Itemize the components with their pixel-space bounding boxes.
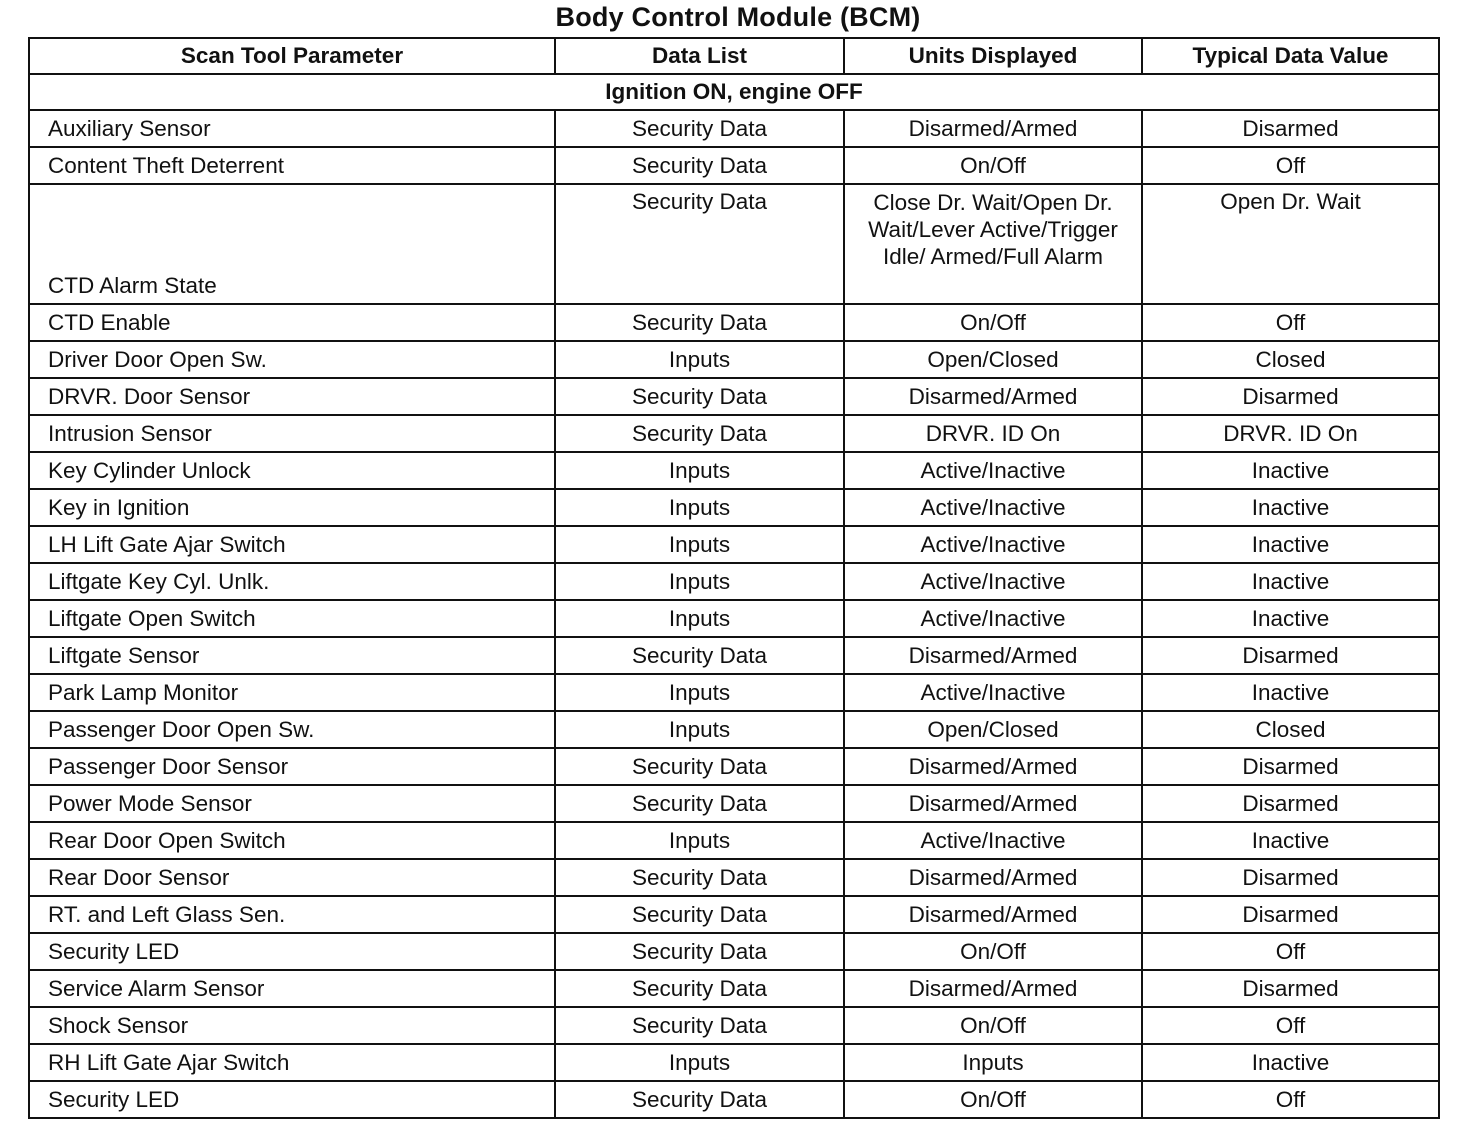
cell-typical-value-text: Inactive (1251, 531, 1330, 557)
cell-data-list (555, 1007, 844, 1044)
cell-parameter-text: RT. and Left Glass Sen. (48, 901, 286, 927)
cell-typical-value (1142, 637, 1439, 674)
cell-data-list (555, 674, 844, 711)
cell-parameter (29, 378, 555, 415)
cell-parameter (29, 674, 555, 711)
cell-typical-value-text: Inactive (1251, 457, 1330, 483)
cell-units-displayed (844, 304, 1142, 341)
cell-typical-value (1142, 674, 1439, 711)
cell-data-list (555, 304, 844, 341)
cell-data-list (555, 415, 844, 452)
cell-typical-value (1142, 933, 1439, 970)
cell-data-list (555, 341, 844, 378)
table-row (29, 970, 1439, 1007)
cell-units-displayed-text: Active/Inactive (920, 568, 1066, 594)
cell-units-displayed-text: On/Off (960, 1086, 1026, 1112)
cell-units-displayed-text: DRVR. ID On (925, 420, 1061, 446)
cell-data-list-text: Inputs (668, 716, 731, 742)
cell-data-list (555, 563, 844, 600)
cell-units-displayed (844, 1081, 1142, 1118)
cell-parameter-text: Content Theft Deterrent (48, 152, 284, 178)
cell-parameter (29, 526, 555, 563)
cell-units-displayed (844, 859, 1142, 896)
cell-units-displayed (844, 637, 1142, 674)
cell-units-displayed (844, 341, 1142, 378)
cell-data-list (555, 711, 844, 748)
cell-parameter (29, 637, 555, 674)
cell-typical-value (1142, 415, 1439, 452)
page-title: Body Control Module (BCM) (555, 2, 921, 32)
cell-data-list-text: Inputs (668, 494, 731, 520)
cell-data-list-text: Security Data (631, 864, 768, 890)
cell-typical-value-text: Disarmed (1242, 115, 1339, 141)
cell-parameter (29, 341, 555, 378)
cell-typical-value-text: Disarmed (1242, 790, 1339, 816)
cell-data-list-text: Security Data (631, 420, 768, 446)
cell-data-list (555, 859, 844, 896)
cell-data-list (555, 785, 844, 822)
cell-data-list (555, 933, 844, 970)
cell-units-displayed-text: Disarmed/Armed (908, 383, 1078, 409)
cell-parameter-text: Key in Ignition (48, 494, 190, 520)
cell-units-displayed (844, 1044, 1142, 1081)
cell-parameter-text: Security LED (48, 1086, 180, 1112)
cell-data-list-text: Inputs (668, 605, 731, 631)
cell-units-displayed-text: Disarmed/Armed (908, 115, 1078, 141)
table-row (29, 147, 1439, 184)
cell-data-list-text: Security Data (631, 383, 768, 409)
cell-typical-value-text: Inactive (1251, 605, 1330, 631)
cell-typical-value (1142, 785, 1439, 822)
cell-data-list (555, 970, 844, 1007)
bcm-data-table (28, 37, 1440, 1119)
cell-typical-value (1142, 526, 1439, 563)
cell-units-displayed-text: On/Off (960, 152, 1026, 178)
table-header-row (29, 38, 1439, 74)
table-row (29, 378, 1439, 415)
cell-parameter-text: Rear Door Sensor (48, 864, 230, 890)
table-row (29, 1044, 1439, 1081)
cell-units-displayed (844, 489, 1142, 526)
cell-parameter-text: Auxiliary Sensor (48, 115, 211, 141)
cell-typical-value-text: Off (1275, 152, 1306, 178)
cell-typical-value-text: Inactive (1251, 568, 1330, 594)
table-row (29, 526, 1439, 563)
cell-typical-value-text: Off (1275, 1086, 1306, 1112)
cell-data-list-text: Security Data (631, 309, 768, 335)
cell-data-list-text: Inputs (668, 827, 731, 853)
cell-typical-value (1142, 1044, 1439, 1081)
cell-units-displayed (844, 970, 1142, 1007)
cell-parameter (29, 970, 555, 1007)
cell-data-list-text: Security Data (631, 901, 768, 927)
cell-units-displayed-text: Close Dr. Wait/Open Dr. Wait/Lever Active/Trigger Idle/ Armed/Full Alarm (868, 190, 1118, 269)
table-row (29, 563, 1439, 600)
cell-data-list (555, 637, 844, 674)
cell-typical-value (1142, 304, 1439, 341)
cell-parameter (29, 147, 555, 184)
cell-data-list (555, 526, 844, 563)
cell-parameter (29, 304, 555, 341)
cell-data-list-text: Security Data (631, 642, 768, 668)
cell-units-displayed-text: Inputs (962, 1049, 1024, 1075)
table-row (29, 711, 1439, 748)
header-data-list: Data List (555, 38, 844, 74)
cell-typical-value-text: Off (1275, 938, 1306, 964)
cell-parameter-text: Liftgate Key Cyl. Unlk. (48, 568, 270, 594)
cell-data-list-text: Inputs (668, 568, 731, 594)
cell-typical-value-text: Closed (1255, 716, 1326, 742)
cell-units-displayed (844, 378, 1142, 415)
cell-units-displayed-text: Active/Inactive (920, 457, 1066, 483)
cell-data-list-text: Inputs (668, 457, 731, 483)
cell-units-displayed (844, 711, 1142, 748)
cell-data-list (555, 822, 844, 859)
cell-data-list (555, 184, 844, 304)
cell-parameter (29, 184, 555, 304)
cell-units-displayed-text: Active/Inactive (920, 494, 1066, 520)
header-units-displayed: Units Displayed (844, 38, 1142, 74)
cell-typical-value (1142, 341, 1439, 378)
cell-parameter (29, 1081, 555, 1118)
cell-typical-value (1142, 147, 1439, 184)
cell-parameter (29, 452, 555, 489)
cell-parameter-text: Park Lamp Monitor (48, 679, 239, 705)
cell-typical-value (1142, 452, 1439, 489)
table-row (29, 859, 1439, 896)
cell-data-list (555, 748, 844, 785)
cell-parameter-text: Power Mode Sensor (48, 790, 252, 816)
cell-units-displayed (844, 933, 1142, 970)
cell-units-displayed (844, 748, 1142, 785)
cell-units-displayed (844, 600, 1142, 637)
table-row (29, 933, 1439, 970)
cell-parameter (29, 785, 555, 822)
cell-units-displayed-text: Disarmed/Armed (908, 864, 1078, 890)
cell-typical-value (1142, 822, 1439, 859)
cell-units-displayed-text: Disarmed/Armed (908, 642, 1078, 668)
cell-data-list-text: Security Data (631, 975, 768, 1001)
cell-units-displayed (844, 526, 1142, 563)
cell-typical-value (1142, 748, 1439, 785)
cell-data-list (555, 489, 844, 526)
cell-parameter (29, 711, 555, 748)
cell-data-list-text: Security Data (631, 152, 768, 178)
cell-units-displayed (844, 1007, 1142, 1044)
cell-data-list-text: Security Data (631, 189, 768, 214)
cell-parameter-text: Passenger Door Sensor (48, 753, 289, 779)
cell-typical-value-text: Disarmed (1242, 901, 1339, 927)
cell-units-displayed-text: On/Off (960, 1012, 1026, 1038)
cell-parameter (29, 563, 555, 600)
cell-parameter-text: Rear Door Open Switch (48, 827, 286, 853)
cell-parameter-text: Driver Door Open Sw. (48, 346, 267, 372)
cell-typical-value-text: Off (1275, 309, 1306, 335)
cell-units-displayed-text: On/Off (960, 938, 1026, 964)
cell-data-list (555, 600, 844, 637)
cell-data-list-text: Security Data (631, 1086, 768, 1112)
cell-data-list (555, 110, 844, 147)
cell-typical-value (1142, 600, 1439, 637)
cell-units-displayed (844, 674, 1142, 711)
cell-typical-value (1142, 378, 1439, 415)
cell-parameter (29, 600, 555, 637)
cell-parameter (29, 896, 555, 933)
cell-parameter-text: Intrusion Sensor (48, 420, 212, 446)
cell-units-displayed-text: On/Off (960, 309, 1026, 335)
cell-typical-value-text: Disarmed (1242, 975, 1339, 1001)
cell-typical-value (1142, 110, 1439, 147)
cell-units-displayed-text: Disarmed/Armed (908, 975, 1078, 1001)
cell-typical-value (1142, 896, 1439, 933)
cell-units-displayed (844, 896, 1142, 933)
table-row (29, 341, 1439, 378)
cell-units-displayed-text: Open/Closed (927, 716, 1059, 742)
cell-data-list (555, 378, 844, 415)
cell-units-displayed (844, 110, 1142, 147)
table-row (29, 110, 1439, 147)
cell-parameter (29, 859, 555, 896)
cell-data-list-text: Inputs (668, 1049, 731, 1075)
cell-units-displayed (844, 184, 1142, 304)
cell-data-list-text: Inputs (668, 531, 731, 557)
section-row (29, 74, 1439, 110)
cell-units-displayed (844, 147, 1142, 184)
cell-typical-value (1142, 489, 1439, 526)
cell-typical-value (1142, 563, 1439, 600)
cell-data-list (555, 1081, 844, 1118)
cell-typical-value-text: Off (1275, 1012, 1306, 1038)
cell-parameter-text: Key Cylinder Unlock (48, 457, 251, 483)
table-row (29, 896, 1439, 933)
cell-units-displayed-text: Disarmed/Armed (908, 753, 1078, 779)
table-row (29, 637, 1439, 674)
cell-parameter (29, 933, 555, 970)
cell-data-list-text: Security Data (631, 1012, 768, 1038)
cell-data-list-text: Security Data (631, 938, 768, 964)
table-row (29, 1007, 1439, 1044)
cell-parameter-text: CTD Enable (48, 309, 171, 335)
table-row (29, 489, 1439, 526)
cell-units-displayed-text: Active/Inactive (920, 531, 1066, 557)
cell-typical-value-text: Disarmed (1242, 864, 1339, 890)
cell-typical-value-text: Open Dr. Wait (1220, 189, 1361, 214)
cell-typical-value (1142, 970, 1439, 1007)
cell-data-list-text: Security Data (631, 790, 768, 816)
table-row (29, 304, 1439, 341)
table-row (29, 1081, 1439, 1118)
cell-units-displayed (844, 563, 1142, 600)
cell-parameter-text: DRVR. Door Sensor (48, 383, 251, 409)
cell-data-list-text: Inputs (668, 346, 731, 372)
table-row (29, 748, 1439, 785)
cell-parameter-text: Shock Sensor (48, 1012, 189, 1038)
cell-typical-value-text: Inactive (1251, 1049, 1330, 1075)
cell-typical-value (1142, 184, 1439, 304)
cell-typical-value (1142, 859, 1439, 896)
table-row (29, 184, 1439, 304)
cell-parameter-text: LH Lift Gate Ajar Switch (48, 531, 286, 557)
cell-units-displayed (844, 822, 1142, 859)
cell-units-displayed-text: Active/Inactive (920, 827, 1066, 853)
table-row (29, 415, 1439, 452)
cell-data-list (555, 896, 844, 933)
cell-typical-value-text: Disarmed (1242, 383, 1339, 409)
cell-units-displayed (844, 452, 1142, 489)
header-scan-tool-parameter: Scan Tool Parameter (29, 38, 555, 74)
cell-units-displayed-text: Active/Inactive (920, 605, 1066, 631)
cell-typical-value (1142, 1081, 1439, 1118)
header-typical-data-value: Typical Data Value (1142, 38, 1439, 74)
cell-data-list (555, 1044, 844, 1081)
cell-typical-value-text: Inactive (1251, 494, 1330, 520)
cell-parameter-text: CTD Alarm State (48, 273, 217, 298)
cell-parameter (29, 489, 555, 526)
cell-parameter (29, 415, 555, 452)
cell-parameter-text: RH Lift Gate Ajar Switch (48, 1049, 290, 1075)
cell-typical-value-text: Disarmed (1242, 753, 1339, 779)
cell-parameter (29, 748, 555, 785)
cell-units-displayed-text: Active/Inactive (920, 679, 1066, 705)
cell-data-list-text: Security Data (631, 753, 768, 779)
cell-data-list (555, 452, 844, 489)
cell-units-displayed-text: Open/Closed (927, 346, 1059, 372)
cell-units-displayed-text: Disarmed/Armed (908, 790, 1078, 816)
cell-parameter (29, 110, 555, 147)
table-row (29, 785, 1439, 822)
cell-typical-value (1142, 711, 1439, 748)
table-row (29, 452, 1439, 489)
cell-units-displayed-text: Disarmed/Armed (908, 901, 1078, 927)
cell-typical-value-text: DRVR. ID On (1223, 420, 1358, 446)
cell-typical-value-text: Inactive (1251, 679, 1330, 705)
cell-parameter-text: Liftgate Sensor (48, 642, 200, 668)
cell-typical-value-text: Inactive (1251, 827, 1330, 853)
cell-parameter-text: Liftgate Open Switch (48, 605, 256, 631)
table-row (29, 822, 1439, 859)
table-row (29, 600, 1439, 637)
section-label: Ignition ON, engine OFF (29, 74, 1439, 110)
cell-parameter (29, 822, 555, 859)
cell-data-list-text: Inputs (668, 679, 731, 705)
cell-parameter (29, 1007, 555, 1044)
cell-parameter-text: Service Alarm Sensor (48, 975, 265, 1001)
cell-data-list-text: Security Data (631, 115, 768, 141)
cell-typical-value-text: Closed (1255, 346, 1326, 372)
table-row (29, 674, 1439, 711)
cell-units-displayed (844, 415, 1142, 452)
cell-data-list (555, 147, 844, 184)
cell-typical-value-text: Disarmed (1242, 642, 1339, 668)
cell-parameter-text: Security LED (48, 938, 180, 964)
cell-parameter (29, 1044, 555, 1081)
cell-parameter-text: Passenger Door Open Sw. (48, 716, 315, 742)
cell-typical-value (1142, 1007, 1439, 1044)
cell-units-displayed (844, 785, 1142, 822)
